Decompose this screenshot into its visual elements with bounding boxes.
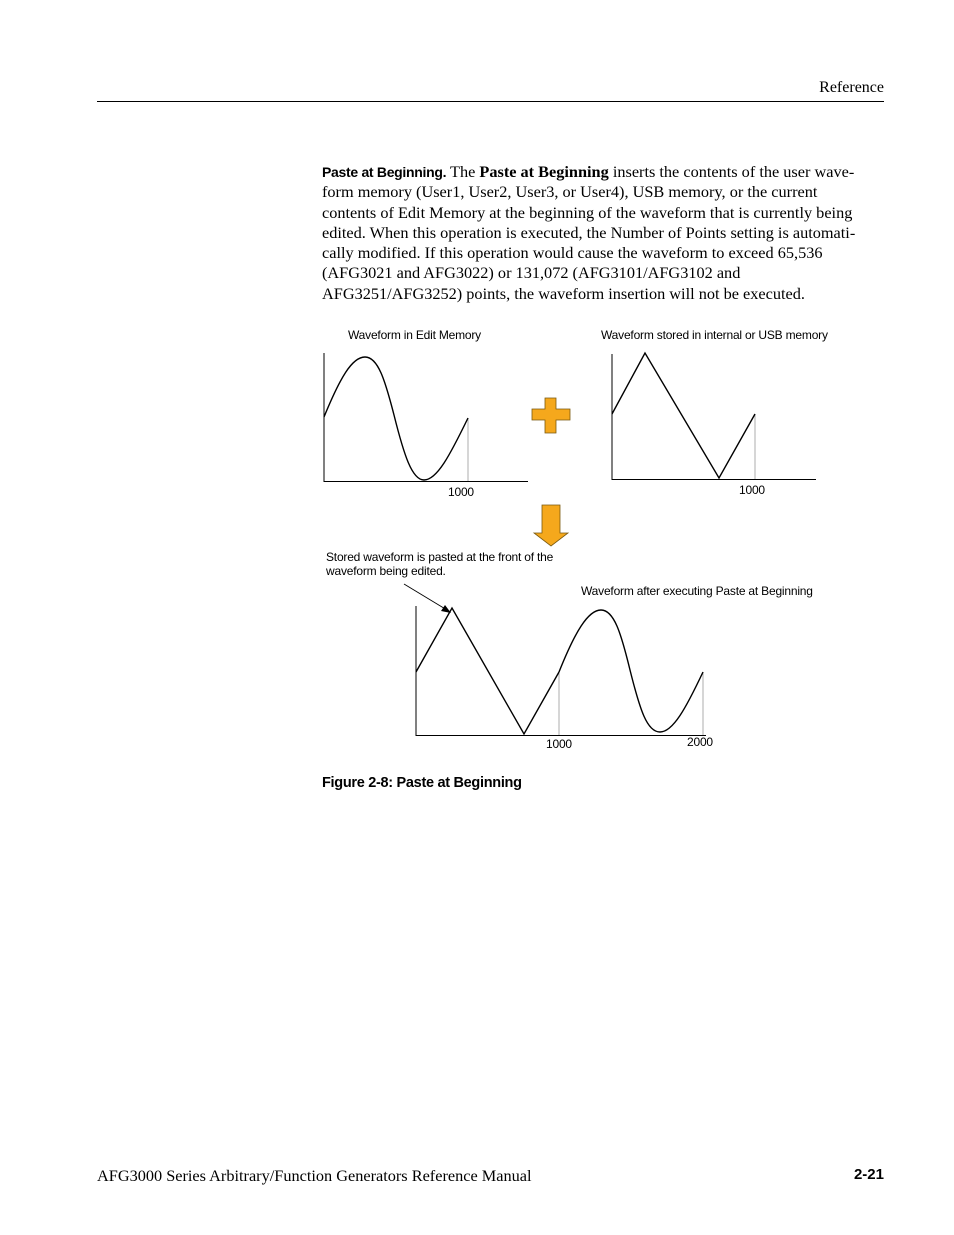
- run-in-heading: Paste at Beginning.: [322, 164, 447, 180]
- result-waveform-label: Waveform after executing Paste at Beginning: [581, 584, 813, 598]
- triangle-segment: [416, 608, 559, 734]
- stored-tick-label: 1000: [739, 483, 765, 497]
- footer-page-number: 2-21: [853, 1166, 884, 1183]
- stored-waveform-plot: [612, 353, 816, 480]
- paragraph-line-7: AFG3251/AFG3252) points, the waveform insertion will not be executed.: [322, 283, 805, 303]
- emphasis-term: Paste at Beginning: [479, 162, 609, 181]
- paragraph-line-3: contents of Edit Memory at the beginning of the waveform that is currently being: [322, 202, 853, 222]
- footer-manual-title: AFG3000 Series Arbitrary/Function Generators Reference Manual: [97, 1166, 532, 1185]
- edit-memory-plot: [324, 353, 528, 482]
- text-segment: inserts the contents of the user wave-: [608, 162, 855, 181]
- result-tick-2000: 2000: [687, 735, 713, 749]
- sine-segment: [559, 610, 703, 732]
- running-header: Reference: [819, 79, 884, 96]
- result-waveform-plot: [416, 606, 706, 736]
- text-segment: The: [450, 162, 480, 181]
- paragraph-line-6: (AFG3021 and AFG3022) or 131,072 (AFG3101/AFG3102 and: [322, 263, 741, 283]
- edit-memory-tick-label: 1000: [448, 485, 474, 499]
- edit-memory-label: Waveform in Edit Memory: [348, 328, 481, 342]
- paragraph-line-4: edited. When this operation is executed, the Number of Points setting is automati-: [322, 222, 856, 242]
- down-arrow-icon: [534, 505, 568, 546]
- paragraph-line-5: cally modified. If this operation would cause the waveform to exceed 65,536: [322, 243, 823, 263]
- stored-waveform-label: Waveform stored in internal or USB memory: [601, 328, 828, 342]
- plus-icon: [532, 398, 570, 433]
- triangle-waveform: [612, 353, 755, 478]
- callout-arrow: [404, 584, 451, 613]
- callout-line-2: waveform being edited.: [326, 564, 446, 578]
- callout-line-1: Stored waveform is pasted at the front of the: [326, 550, 554, 564]
- figure-caption: Figure 2-8: Paste at Beginning: [322, 775, 522, 791]
- paragraph-line-2: form memory (User1, User2, User3, or User4), USB memory, or the current: [322, 182, 818, 202]
- sine-waveform: [324, 357, 468, 480]
- result-tick-1000: 1000: [546, 737, 572, 751]
